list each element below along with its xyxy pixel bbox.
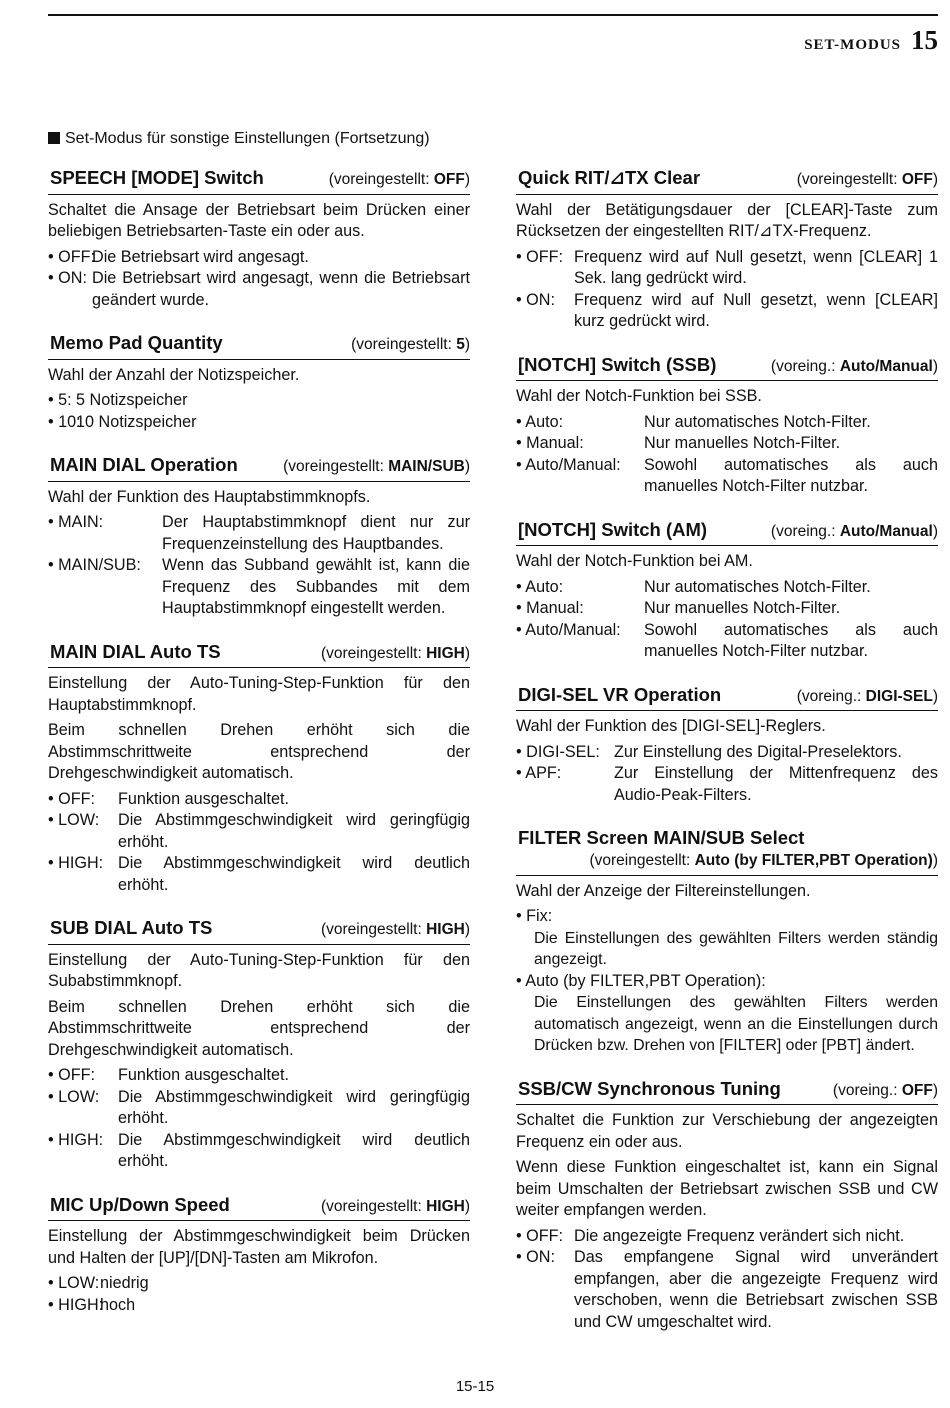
setting-description: Schaltet die Funktion zur Verschiebung der angezeigten Frequenz ein oder aus. bbox=[516, 1111, 938, 1151]
default-value bbox=[797, 686, 938, 708]
option-item bbox=[48, 1065, 470, 1087]
default-label: (voreingestellt: bbox=[796, 171, 902, 188]
default-value bbox=[589, 850, 938, 872]
option-list bbox=[516, 247, 938, 333]
setting-section bbox=[516, 826, 938, 1057]
option-item bbox=[516, 412, 938, 434]
setting-section bbox=[48, 640, 470, 897]
default-close: ) bbox=[464, 1197, 470, 1215]
default-close: ) bbox=[464, 171, 470, 188]
setting-section bbox=[48, 166, 470, 311]
setting-description: Einstellung der Abstimmgeschwindigkeit beim Drücken und Halten der [UP]/[DN]-Tasten am Mikrofon. bbox=[48, 1227, 470, 1267]
option-list bbox=[516, 906, 938, 1057]
setting-title: DIGI-SEL VR Operation bbox=[518, 683, 722, 705]
option-item bbox=[48, 247, 470, 269]
option-item bbox=[48, 1130, 470, 1173]
option-key: • APF: bbox=[516, 763, 614, 806]
setting-section bbox=[48, 331, 470, 433]
option-key: • 10: bbox=[48, 412, 76, 434]
setting-header bbox=[516, 683, 938, 712]
option-list bbox=[48, 1273, 470, 1316]
setting-title: MAIN DIAL Operation bbox=[50, 454, 238, 475]
option-item bbox=[516, 906, 938, 971]
setting-description: Schaltet die Ansage der Betriebsart beim Drücken einer beliebigen Betriebsarten-Taste ein oder aus. bbox=[48, 200, 470, 240]
option-item bbox=[516, 290, 938, 333]
setting-description: Wahl der Betätigungsdauer der [CLEAR]-Taste zum Rücksetzen der eingestellten RIT/⊿TX-Frequenz. bbox=[516, 200, 938, 240]
default-close: ) bbox=[932, 357, 938, 375]
setting-header bbox=[516, 1077, 938, 1106]
setting-section bbox=[516, 518, 938, 663]
setting-description: Wahl der Notch-Funktion bei AM. bbox=[516, 552, 753, 570]
setting-title: Quick RIT/⊿TX Clear bbox=[518, 167, 701, 188]
default-setting: DIGI-SEL bbox=[865, 687, 933, 705]
setting-section bbox=[48, 453, 470, 620]
setting-section bbox=[516, 166, 938, 333]
option-key: • Manual: bbox=[516, 433, 644, 455]
option-text: 5 Notizspeicher bbox=[76, 391, 188, 409]
option-text: Die angezeigte Frequenz verändert sich nicht. bbox=[574, 1226, 905, 1245]
default-setting: HIGH bbox=[426, 644, 465, 662]
default-setting: MAIN/SUB bbox=[388, 458, 465, 475]
option-key: • OFF: bbox=[48, 1065, 118, 1087]
option-item bbox=[48, 1087, 470, 1130]
default-close: ) bbox=[464, 921, 470, 938]
default-close: ) bbox=[464, 644, 470, 662]
setting-header bbox=[516, 826, 938, 876]
default-close: ) bbox=[464, 458, 470, 475]
option-text: Die Einstellungen des gewählten Filters werden ständig angezeigt. bbox=[534, 929, 938, 968]
default-setting: Auto/Manual bbox=[839, 522, 933, 540]
option-item bbox=[516, 742, 938, 764]
option-list bbox=[516, 577, 938, 663]
option-key: • OFF: bbox=[516, 1226, 574, 1248]
default-label: (voreingestellt: bbox=[320, 644, 427, 662]
option-key: • HIGH: bbox=[48, 853, 118, 896]
option-item bbox=[516, 620, 938, 663]
option-list bbox=[516, 742, 938, 807]
option-key: • Auto (by FILTER,PBT Operation): bbox=[516, 971, 938, 993]
setting-description: Wahl der Funktion des Hauptabstimmknopfs. bbox=[48, 487, 371, 506]
option-item bbox=[48, 268, 470, 311]
setting-description: Wenn diese Funktion eingeschaltet ist, kann ein Signal beim Umschalten der Betriebsart zwischen SSB und CW weiter empfangen werden. bbox=[516, 1158, 938, 1219]
option-text: Die Abstimmgeschwindigkeit wird deutlich erhöht. bbox=[118, 1130, 470, 1170]
option-key: • MAIN: bbox=[48, 512, 162, 555]
default-value bbox=[321, 1196, 470, 1218]
option-text: Die Einstellungen des gewählten Filters werden automatisch angezeigt, wenn an die Einstellungen durch Drücken bzw. Drehen von [FILTER] oder [PBT] ändert. bbox=[534, 994, 938, 1054]
option-text: Sowohl automatisches als auch manuelles Notch-Filter nutzbar. bbox=[644, 455, 938, 495]
setting-section bbox=[516, 353, 938, 498]
default-value bbox=[771, 356, 938, 378]
option-item bbox=[516, 763, 938, 806]
option-text: Nur manuelles Notch-Filter. bbox=[644, 434, 841, 452]
setting-header bbox=[48, 1193, 470, 1222]
option-text: 10 Notizspeicher bbox=[76, 412, 197, 431]
setting-description: Einstellung der Auto-Tuning-Step-Funktion für den Subabstimmknopf. bbox=[48, 950, 470, 990]
default-value bbox=[351, 334, 470, 356]
option-item bbox=[516, 247, 938, 290]
default-value bbox=[321, 919, 470, 941]
page-number: 15 bbox=[911, 25, 938, 55]
option-item bbox=[516, 971, 938, 1057]
default-setting: Auto (by FILTER,PBT Operation) bbox=[694, 852, 933, 869]
option-text: niedrig bbox=[100, 1274, 149, 1292]
option-key: • OFF: bbox=[516, 247, 574, 290]
intro-text: Set-Modus für sonstige Einstellungen (Fortsetzung) bbox=[65, 130, 430, 147]
setting-title: FILTER Screen MAIN/SUB Select bbox=[518, 827, 805, 848]
default-label: (voreing.: bbox=[832, 1081, 902, 1099]
option-key: • LOW: bbox=[48, 1273, 100, 1295]
option-item bbox=[48, 1273, 470, 1295]
default-value bbox=[771, 521, 938, 543]
setting-header bbox=[516, 353, 938, 382]
option-text: Sowohl automatisches als auch manuelles Notch-Filter nutzbar. bbox=[644, 620, 938, 660]
page-footer: 15-15 bbox=[455, 1378, 495, 1395]
setting-description: Wahl der Notch-Funktion bei SSB. bbox=[516, 387, 762, 405]
default-setting: OFF bbox=[901, 171, 933, 188]
option-item bbox=[516, 455, 938, 498]
option-key: • ON: bbox=[516, 1247, 574, 1333]
option-list bbox=[48, 247, 470, 312]
default-label: (voreingestellt: bbox=[351, 336, 457, 353]
setting-description: Einstellung der Auto-Tuning-Step-Funktion für den Hauptabstimmknopf. bbox=[48, 674, 470, 714]
option-item bbox=[516, 598, 938, 620]
default-setting: 5 bbox=[456, 336, 465, 353]
left-column bbox=[48, 166, 470, 1336]
option-text: Funktion ausgeschaltet. bbox=[118, 1066, 289, 1084]
setting-title: SSB/CW Synchronous Tuning bbox=[518, 1077, 781, 1099]
default-setting: OFF bbox=[901, 1081, 933, 1099]
setting-header bbox=[516, 166, 938, 195]
option-text: Die Abstimmgeschwindigkeit wird deutlich erhöht. bbox=[118, 854, 470, 894]
setting-header bbox=[516, 518, 938, 547]
setting-description: Wahl der Funktion des [DIGI-SEL]-Reglers. bbox=[516, 717, 826, 735]
setting-title: SUB DIAL Auto TS bbox=[50, 917, 213, 938]
option-item bbox=[516, 433, 938, 455]
setting-description: Wahl der Anzahl der Notizspeicher. bbox=[48, 365, 300, 384]
option-key: • Auto: bbox=[516, 577, 644, 599]
option-list bbox=[516, 412, 938, 498]
default-close: ) bbox=[932, 687, 938, 705]
option-key: • ON: bbox=[48, 268, 92, 311]
option-text: Wenn das Subband gewählt ist, kann die Frequenz des Subbandes mit dem Hauptabstimmknopf eingestellt werden. bbox=[162, 556, 470, 617]
option-list bbox=[48, 390, 470, 433]
option-text: Funktion ausgeschaltet. bbox=[118, 789, 289, 808]
option-text: Der Hauptabstimmknopf dient nur zur Frequenzeinstellung des Hauptbandes. bbox=[162, 513, 470, 553]
option-text: Nur automatisches Notch-Filter. bbox=[644, 577, 871, 596]
option-list bbox=[48, 789, 470, 897]
default-label: (voreingestellt: bbox=[320, 1197, 427, 1215]
setting-header bbox=[48, 640, 470, 669]
default-label: (voreingestellt: bbox=[328, 171, 434, 188]
option-list bbox=[516, 1226, 938, 1334]
option-text: Die Betriebsart wird angesagt. bbox=[92, 247, 309, 266]
option-key: • ON: bbox=[516, 290, 574, 333]
setting-title: MIC Up/Down Speed bbox=[50, 1193, 230, 1215]
setting-description: Wahl der Anzeige der Filtereinstellungen. bbox=[516, 881, 811, 900]
option-text: Frequenz wird auf Null gesetzt, wenn [CLEAR] kurz gedrückt wird. bbox=[574, 290, 938, 330]
setting-title: MAIN DIAL Auto TS bbox=[50, 640, 221, 662]
option-key: • DIGI-SEL: bbox=[516, 742, 614, 764]
default-value bbox=[283, 456, 470, 478]
default-label: (voreingestellt: bbox=[589, 852, 695, 869]
option-item bbox=[48, 1295, 470, 1317]
option-item bbox=[48, 789, 470, 811]
option-item bbox=[48, 810, 470, 853]
top-rule bbox=[48, 14, 938, 16]
page-header bbox=[804, 25, 938, 57]
option-list bbox=[48, 1065, 470, 1173]
setting-title: SPEECH [MODE] Switch bbox=[50, 167, 264, 188]
setting-title: [NOTCH] Switch (SSB) bbox=[518, 353, 717, 375]
default-setting: HIGH bbox=[426, 1197, 465, 1215]
default-value bbox=[797, 169, 938, 191]
option-key: • HIGH: bbox=[48, 1295, 100, 1317]
option-item bbox=[516, 1247, 938, 1333]
option-key: • 5: bbox=[48, 390, 76, 412]
default-label: (voreing.: bbox=[796, 687, 866, 705]
option-text: Zur Einstellung des Digital-Preselektors. bbox=[614, 742, 902, 761]
option-text: Die Abstimmgeschwindigkeit wird geringfügig erhöht. bbox=[118, 811, 470, 851]
option-key: • Auto: bbox=[516, 412, 644, 434]
option-text: Zur Einstellung der Mittenfrequenz des Audio-Peak-Filters. bbox=[614, 764, 938, 804]
option-key: • LOW: bbox=[48, 810, 118, 853]
default-label: (voreingestellt: bbox=[283, 458, 389, 475]
option-text: Nur automatisches Notch-Filter. bbox=[644, 412, 871, 431]
option-item bbox=[48, 555, 470, 620]
option-key: • MAIN/SUB: bbox=[48, 555, 162, 620]
option-key: • Auto/Manual: bbox=[516, 455, 644, 498]
option-list bbox=[48, 512, 470, 620]
option-key: • LOW: bbox=[48, 1087, 118, 1130]
setting-section bbox=[48, 916, 470, 1173]
section-intro bbox=[48, 128, 430, 150]
setting-header bbox=[48, 166, 470, 195]
default-setting: HIGH bbox=[426, 921, 465, 938]
setting-header bbox=[48, 916, 470, 945]
default-close: ) bbox=[464, 336, 470, 353]
default-close: ) bbox=[932, 522, 938, 540]
default-value bbox=[321, 643, 470, 665]
setting-description: Beim schnellen Drehen erhöht sich die Abstimmschrittweite entsprechend der Drehgeschwindigkeit automatisch. bbox=[48, 721, 470, 782]
setting-header bbox=[48, 331, 470, 360]
option-text: Die Abstimmgeschwindigkeit wird geringfügig erhöht. bbox=[118, 1087, 470, 1127]
option-text: Die Betriebsart wird angesagt, wenn die Betriebsart geändert wurde. bbox=[92, 269, 470, 309]
option-key: • OFF: bbox=[48, 789, 118, 811]
option-text: Das empfangene Signal wird unverändert empfangen, aber die angezeigte Frequenz wird verschoben, wenn die Betriebsart zwischen SSB und CW umgeschaltet wird. bbox=[574, 1248, 938, 1331]
option-item bbox=[48, 390, 470, 412]
default-close: ) bbox=[932, 171, 938, 188]
setting-section bbox=[516, 1077, 938, 1334]
square-bullet-icon bbox=[48, 132, 60, 144]
right-column bbox=[516, 166, 938, 1353]
option-item bbox=[48, 853, 470, 896]
option-item bbox=[516, 577, 938, 599]
option-key: • Fix: bbox=[516, 906, 938, 928]
default-value bbox=[833, 1080, 938, 1102]
default-close: ) bbox=[932, 1081, 938, 1099]
option-key: • Auto/Manual: bbox=[516, 620, 644, 663]
default-close: ) bbox=[932, 852, 938, 869]
setting-section bbox=[516, 683, 938, 807]
default-label: (voreingestellt: bbox=[320, 921, 427, 938]
default-setting: OFF bbox=[433, 171, 465, 188]
option-item bbox=[516, 1226, 938, 1248]
option-key: • HIGH: bbox=[48, 1130, 118, 1173]
option-key: • Manual: bbox=[516, 598, 644, 620]
default-label: (voreing.: bbox=[770, 522, 840, 540]
setting-title: [NOTCH] Switch (AM) bbox=[518, 518, 708, 540]
default-label: (voreing.: bbox=[770, 357, 840, 375]
setting-section bbox=[48, 1193, 470, 1317]
setting-title: Memo Pad Quantity bbox=[50, 332, 223, 353]
option-item bbox=[48, 512, 470, 555]
setting-description: Beim schnellen Drehen erhöht sich die Abstimmschrittweite entsprechend der Drehgeschwindigkeit automatisch. bbox=[48, 997, 470, 1059]
default-value bbox=[329, 169, 470, 191]
default-setting: Auto/Manual bbox=[839, 357, 933, 375]
option-text: Frequenz wird auf Null gesetzt, wenn [CLEAR] 1 Sek. lang gedrückt wird. bbox=[574, 247, 938, 287]
option-key: • OFF: bbox=[48, 247, 92, 269]
option-item bbox=[48, 412, 470, 434]
setting-header bbox=[48, 453, 470, 482]
option-text: Nur manuelles Notch-Filter. bbox=[644, 599, 841, 617]
option-text: hoch bbox=[100, 1295, 136, 1314]
chapter-title: SET-MODUS bbox=[804, 37, 901, 53]
